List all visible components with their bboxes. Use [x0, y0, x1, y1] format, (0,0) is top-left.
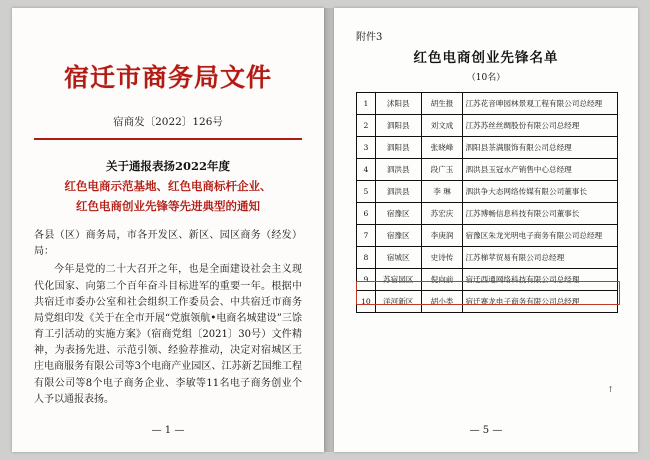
cell-region: 苏宿园区	[375, 269, 421, 291]
cell-name: 史诗传	[421, 247, 463, 269]
table-row	[357, 247, 618, 269]
cell-name: 胡小类	[421, 291, 463, 313]
right-document-sheet	[334, 8, 638, 452]
cell-organization: 宿迁西通网络科技有限公司总经理	[463, 269, 618, 291]
cell-index: 9	[357, 269, 376, 291]
table-row	[357, 203, 618, 225]
cell-index: 1	[357, 93, 376, 115]
cell-region: 泗阳县	[375, 115, 421, 137]
cell-index: 2	[357, 115, 376, 137]
table-row	[357, 225, 618, 247]
cell-name: 李庚润	[421, 225, 463, 247]
notice-title-line-1: 关于通报表扬2022年度	[105, 158, 230, 173]
cell-region: 宿豫区	[375, 203, 421, 225]
cell-organization: 宿豫区朱龙光明电子商务有限公司总经理	[463, 225, 618, 247]
cell-region: 泗阳县	[375, 137, 421, 159]
cell-name: 段广玉	[421, 159, 463, 181]
body-paragraph-salutation: 各县（区）商务局，市各开发区、新区、园区商务（经发）局：	[34, 229, 302, 258]
cell-organization: 江苏苏丝丝绸股份有限公司总经理	[463, 115, 618, 137]
table-row	[357, 291, 618, 313]
cell-index: 3	[357, 137, 376, 159]
cell-index: 6	[357, 203, 376, 225]
table-row	[357, 137, 618, 159]
left-page-number: — 1 —	[151, 425, 185, 436]
cell-organization: 泗阳县茶满服饰有限公司总经理	[463, 137, 618, 159]
cell-organization: 江苏博畅信息科技有限公司董事长	[463, 203, 618, 225]
cell-region: 泗洪县	[375, 159, 421, 181]
attachment-label: 附件3	[356, 32, 383, 43]
roster-count: （10名）	[466, 73, 506, 83]
margin-mark: ↑	[607, 385, 614, 394]
cell-name: 张晓峰	[421, 137, 463, 159]
notice-title-line-3: 红色电商创业先锋等先进典型的通知	[76, 198, 260, 213]
cell-index: 8	[357, 247, 376, 269]
left-document-content	[34, 36, 302, 426]
table-row	[357, 181, 618, 203]
cell-organization: 泗洪争大态网络传媒有限公司董事长	[463, 181, 618, 203]
document-number: 宿商发〔2022〕126号	[113, 116, 223, 128]
roster-table	[356, 92, 618, 313]
cell-organization: 宿迁赛龙电子商务有限公司总经理	[463, 291, 618, 313]
cell-name: 倪向前	[421, 269, 463, 291]
cell-name: 胡生报	[421, 93, 463, 115]
notice-title-line-2: 红色电商示范基地、红色电商标杆企业、	[64, 178, 272, 193]
cell-organization: 泗洪县玉冠水产销售中心总经理	[463, 159, 618, 181]
table-row	[357, 115, 618, 137]
table-row	[357, 159, 618, 181]
cell-region: 泗洪县	[375, 181, 421, 203]
cell-name: 李 琳	[421, 181, 463, 203]
notice-title	[34, 156, 302, 216]
cell-index: 10	[357, 291, 376, 313]
cell-index: 5	[357, 181, 376, 203]
table-row	[357, 93, 618, 115]
cell-index: 4	[357, 159, 376, 181]
cell-name: 刘文成	[421, 115, 463, 137]
table-row-highlighted	[357, 269, 618, 291]
left-document-sheet	[12, 8, 324, 452]
notice-body	[34, 228, 302, 408]
page-title: 宿迁市商务局文件	[63, 63, 272, 92]
cell-name: 苏宏庆	[421, 203, 463, 225]
cell-region: 宿豫区	[375, 225, 421, 247]
red-divider-rule	[34, 138, 302, 140]
right-page-number: — 5 —	[469, 425, 503, 436]
cell-index: 7	[357, 225, 376, 247]
roster-title: 红色电商创业先锋名单	[413, 50, 559, 66]
cell-organization: 江苏花音呻园林景观工程有限公司总经理	[463, 93, 618, 115]
cell-organization: 江苏梯苹贸易有限公司总经理	[463, 247, 618, 269]
cell-region: 沭阳县	[375, 93, 421, 115]
cell-region: 洋河新区	[375, 291, 421, 313]
cell-region: 宿城区	[375, 247, 421, 269]
body-paragraph-main: 今年是党的二十大召开之年，也是全面建设社会主义现代化国家、向第二个百年奋斗目标进军的重要一年。根据中共宿迁市委办公室和社会组织工作委员会、中共宿迁市商务局党组印发《关于在全市开展“党旗领航•电商名城建设”三馀育工引活动的实施方案》（宿商党组〔2021〕30号）文件精神，为表扬先进、示范引领、经验荐推动，决定对宿城区王庄电商服务有限公司等3个电商产业园区、江苏新艺国维工程有限公司等8个电子商务企业、李敏等11名电子商务创业个人予以通报表扬。	[34, 264, 302, 405]
